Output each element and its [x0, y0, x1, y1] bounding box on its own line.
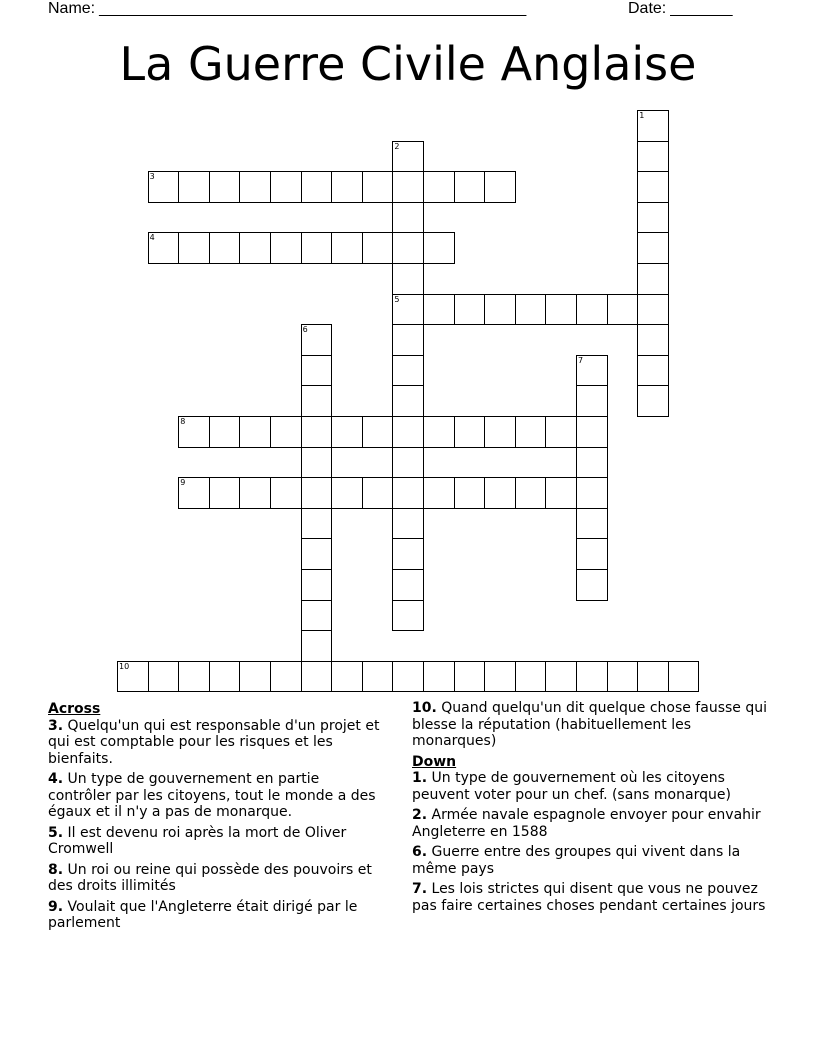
grid-cell[interactable]: [392, 569, 424, 601]
grid-cell[interactable]: [392, 416, 424, 448]
grid-cell[interactable]: [454, 171, 486, 203]
grid-cell[interactable]: [301, 569, 333, 601]
clue-text: Voulait que l'Angleterre était dirigé par le parlement: [48, 898, 358, 931]
down-clue: [412, 770, 768, 803]
across-clue: [48, 862, 386, 895]
grid-cell[interactable]: [209, 232, 241, 264]
grid-cell[interactable]: [545, 661, 577, 693]
grid-cell[interactable]: [117, 661, 149, 693]
grid-cell[interactable]: [178, 416, 210, 448]
grid-cell[interactable]: [301, 171, 333, 203]
clue-number: 7.: [412, 881, 428, 897]
grid-cell[interactable]: [392, 263, 424, 295]
grid-cell[interactable]: [423, 416, 455, 448]
date-field[interactable]: [628, 0, 733, 18]
grid-cell[interactable]: [576, 294, 608, 326]
clue-text: Un type de gouvernement où les citoyens peuvent voter pour un chef. (sans monarque): [412, 770, 731, 803]
grid-cell[interactable]: [454, 661, 486, 693]
grid-cell[interactable]: [637, 171, 669, 203]
clue-number: 3.: [48, 717, 64, 734]
across-clue: [48, 718, 386, 768]
grid-cell[interactable]: [331, 477, 363, 509]
clue-text: Un roi ou reine qui possède des pouvoirs et des droits illimités: [48, 861, 372, 894]
grid-cell[interactable]: [178, 232, 210, 264]
grid-cell[interactable]: [392, 171, 424, 203]
grid-cell[interactable]: [362, 661, 394, 693]
grid-cell[interactable]: [392, 385, 424, 417]
grid-cell[interactable]: [423, 294, 455, 326]
grid-cell[interactable]: [637, 355, 669, 387]
across-clue: [48, 825, 386, 858]
grid-cell[interactable]: [637, 232, 669, 264]
clue-text: Il est devenu roi après la mort de Oliver Cromwell: [48, 824, 347, 857]
grid-cell[interactable]: [392, 447, 424, 479]
grid-cell[interactable]: [362, 171, 394, 203]
grid-cell[interactable]: [178, 661, 210, 693]
grid-cell[interactable]: [392, 538, 424, 570]
grid-cell[interactable]: [454, 294, 486, 326]
name-label: Name:: [48, 0, 96, 17]
grid-cell[interactable]: [668, 661, 700, 693]
grid-cell[interactable]: [239, 171, 271, 203]
grid-cell[interactable]: [545, 294, 577, 326]
grid-cell[interactable]: [301, 324, 333, 356]
grid-cell[interactable]: [148, 232, 180, 264]
grid-cell[interactable]: [239, 416, 271, 448]
grid-cell[interactable]: [178, 171, 210, 203]
grid-cell[interactable]: [301, 538, 333, 570]
across-clue: [48, 771, 386, 821]
grid-cell[interactable]: [454, 477, 486, 509]
grid-cell[interactable]: [637, 110, 669, 142]
grid-cell[interactable]: [484, 171, 516, 203]
clue-text: Quand quelqu'un dit quelque chose fausse qui blesse la réputation (habituellement les monarques): [412, 700, 767, 749]
down-clue: [412, 881, 768, 914]
cell-number: 1: [639, 111, 645, 120]
clue-number: 10.: [412, 700, 437, 716]
grid-cell[interactable]: [239, 232, 271, 264]
clue-text: Les lois strictes qui disent que vous ne pouvez pas faire certaines choses pendant certaines jours: [412, 881, 766, 914]
grid-cell[interactable]: [209, 661, 241, 693]
grid-cell[interactable]: [301, 477, 333, 509]
grid-cell[interactable]: [331, 232, 363, 264]
grid-cell[interactable]: [423, 477, 455, 509]
cell-number: 9: [180, 478, 186, 488]
cell-number: 4: [149, 233, 155, 243]
grid-cell[interactable]: [392, 477, 424, 509]
grid-cell[interactable]: [515, 661, 547, 693]
grid-cell[interactable]: [301, 508, 333, 540]
cell-number: 5: [394, 294, 400, 304]
grid-cell[interactable]: [270, 416, 302, 448]
grid-cell[interactable]: [545, 477, 577, 509]
grid-cell[interactable]: [515, 416, 547, 448]
grid-cell[interactable]: [607, 661, 639, 693]
grid-cell[interactable]: [423, 232, 455, 264]
grid-cell[interactable]: [301, 447, 333, 479]
page-title: La Guerre Civile Anglaise: [119, 37, 697, 91]
clue-text: Un type de gouvernement en partie contrôler par les citoyens, tout le monde a des égaux et il n'y a pas de monarque.: [48, 771, 376, 820]
cell-number: 3: [149, 172, 155, 182]
grid-cell[interactable]: [362, 477, 394, 509]
grid-cell[interactable]: [209, 477, 241, 509]
grid-cell[interactable]: [331, 171, 363, 203]
clue-number: 8.: [48, 861, 64, 878]
grid-cell[interactable]: [392, 355, 424, 387]
grid-cell[interactable]: [484, 661, 516, 693]
grid-cell[interactable]: [637, 263, 669, 295]
grid-cell[interactable]: [576, 569, 608, 601]
cell-number: 8: [180, 417, 186, 426]
grid-cell[interactable]: [301, 355, 333, 387]
name-line[interactable]: ________________________________________________: [99, 0, 527, 17]
down-clue: [412, 807, 768, 840]
grid-cell[interactable]: [362, 232, 394, 264]
grid-cell[interactable]: [301, 661, 333, 693]
grid-cell[interactable]: [576, 355, 608, 387]
grid-cell[interactable]: [148, 171, 180, 203]
grid-cell[interactable]: [331, 416, 363, 448]
grid-cell[interactable]: [454, 416, 486, 448]
clue-number: 9.: [48, 898, 64, 915]
grid-cell[interactable]: [484, 294, 516, 326]
cell-number: 2: [394, 141, 400, 151]
grid-cell[interactable]: [392, 232, 424, 264]
clues-right-column: [412, 700, 768, 918]
grid-cell[interactable]: [148, 661, 180, 693]
grid-cell[interactable]: [423, 661, 455, 693]
across-clue: [412, 700, 768, 750]
clues-left-column: [48, 700, 386, 936]
grid-cell[interactable]: [301, 416, 333, 448]
grid-cell[interactable]: [331, 661, 363, 693]
grid-cell[interactable]: [576, 447, 608, 479]
grid-cell[interactable]: [239, 661, 271, 693]
grid-cell[interactable]: [209, 171, 241, 203]
grid-cell[interactable]: [576, 661, 608, 693]
grid-cell[interactable]: [637, 385, 669, 417]
grid-cell[interactable]: [301, 385, 333, 417]
grid-cell[interactable]: [301, 600, 333, 632]
grid-cell[interactable]: [576, 508, 608, 540]
grid-cell[interactable]: [423, 171, 455, 203]
across-clue: [48, 899, 386, 932]
clue-number: 6.: [412, 844, 428, 860]
grid-cell[interactable]: [637, 661, 669, 693]
down-title: Down: [412, 753, 457, 770]
clue-text: Armée navale espagnole envoyer pour envahir Angleterre en 1588: [412, 807, 761, 840]
grid-cell[interactable]: [270, 477, 302, 509]
grid-cell[interactable]: [576, 385, 608, 417]
grid-cell[interactable]: [392, 324, 424, 356]
grid-cell[interactable]: [392, 202, 424, 234]
grid-cell[interactable]: [239, 477, 271, 509]
grid-cell[interactable]: [392, 508, 424, 540]
clue-text: Quelqu'un qui est responsable d'un projet et qui est comptable pour les risques et les bienfaits.: [48, 717, 380, 767]
grid-cell[interactable]: [576, 538, 608, 570]
clue-number: 1.: [412, 770, 428, 786]
grid-cell[interactable]: [178, 477, 210, 509]
grid-cell[interactable]: [392, 661, 424, 693]
grid-cell[interactable]: [392, 141, 424, 173]
clue-number: 5.: [48, 824, 64, 841]
name-field[interactable]: [48, 0, 526, 18]
grid-cell[interactable]: [270, 232, 302, 264]
grid-cell[interactable]: [362, 416, 394, 448]
clue-text: Guerre entre des groupes qui vivent dans la même pays: [412, 844, 741, 877]
grid-cell[interactable]: [392, 600, 424, 632]
cell-number: 10: [119, 661, 130, 671]
clue-number: 4.: [48, 771, 64, 787]
grid-cell[interactable]: [576, 477, 608, 509]
grid-cell[interactable]: [484, 477, 516, 509]
grid-cell[interactable]: [209, 416, 241, 448]
cell-number: 7: [578, 355, 584, 365]
date-line[interactable]: _______: [670, 0, 733, 17]
grid-cell[interactable]: [392, 294, 424, 326]
grid-cell[interactable]: [484, 416, 516, 448]
cell-number: 6: [302, 325, 308, 335]
date-label: Date:: [628, 0, 667, 17]
grid-cell[interactable]: [545, 416, 577, 448]
grid-cell[interactable]: [270, 171, 302, 203]
grid-cell[interactable]: [576, 416, 608, 448]
down-clue: [412, 844, 768, 877]
grid-cell[interactable]: [301, 630, 333, 662]
across-title: Across: [48, 701, 101, 717]
grid-cell[interactable]: [270, 661, 302, 693]
clue-number: 2.: [412, 807, 428, 823]
grid-cell[interactable]: [637, 324, 669, 356]
grid-cell[interactable]: [637, 202, 669, 234]
grid-cell[interactable]: [515, 294, 547, 326]
grid-cell[interactable]: [301, 232, 333, 264]
grid-cell[interactable]: [637, 294, 669, 326]
grid-cell[interactable]: [607, 294, 639, 326]
grid-cell[interactable]: [515, 477, 547, 509]
grid-cell[interactable]: [637, 141, 669, 173]
